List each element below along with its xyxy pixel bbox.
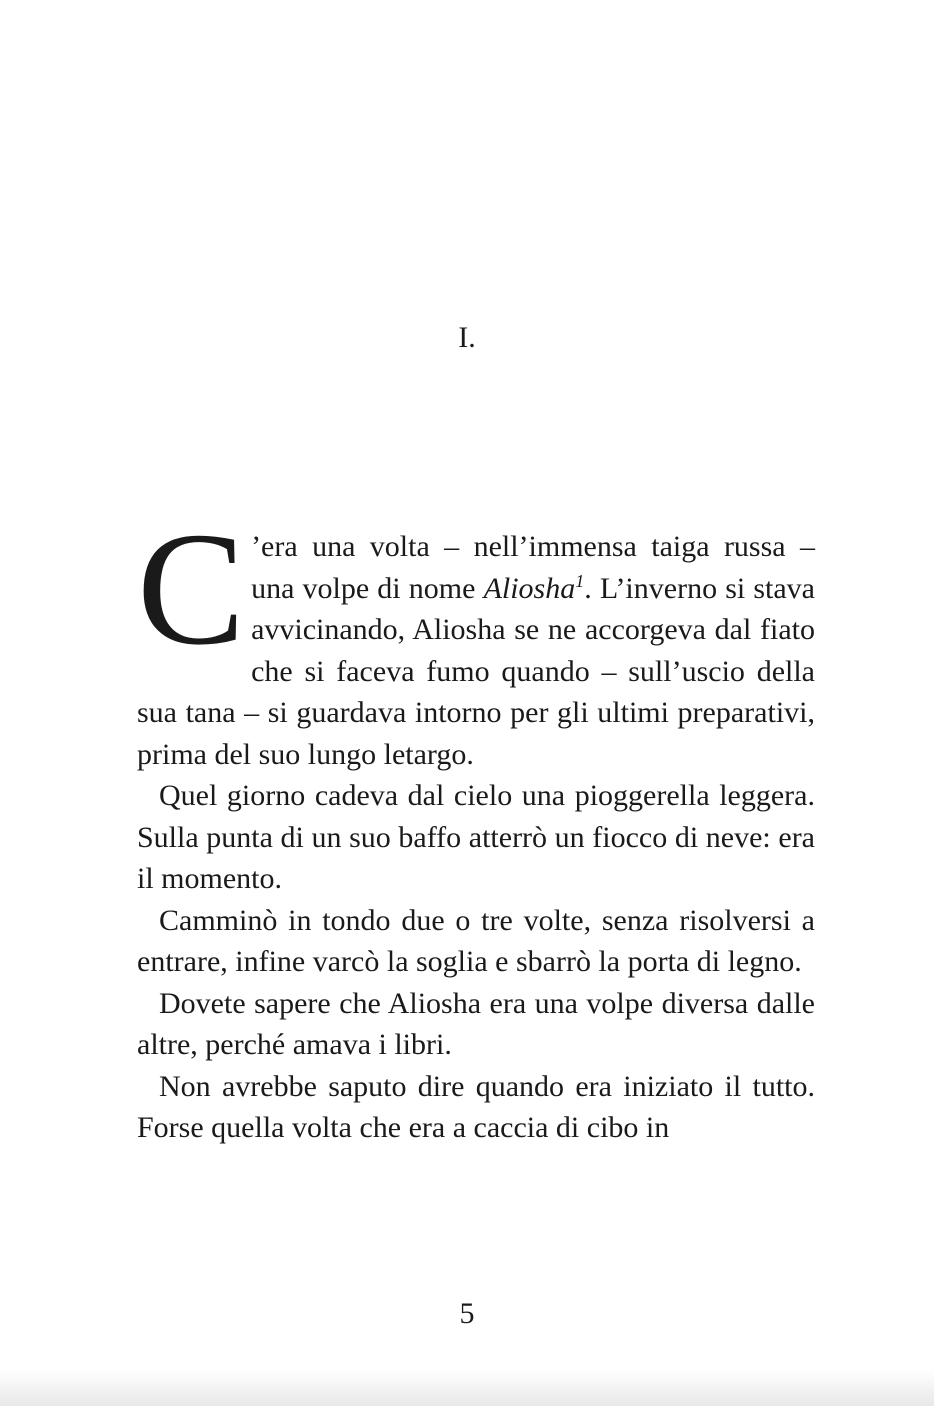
footnote-reference[interactable]: 1 (575, 570, 585, 591)
paragraph-1-text-a: ’era una volta – nell’immensa taiga russa – una volpe di nome (251, 530, 815, 605)
fox-name: Aliosha (483, 571, 576, 605)
drop-cap: C (137, 500, 246, 679)
paragraph-5: Non avrebbe saputo dire quando era iniziato il tutto. Forse quella volta che era a caccia di cibo in (137, 1069, 815, 1144)
paragraph-1 (137, 500, 815, 775)
paragraph-2: Quel giorno cadeva dal cielo una pioggerella leggera. Sulla punta di un suo baffo atterrò un fiocco di neve: era il momento. (137, 779, 815, 895)
chapter-text (137, 500, 815, 1149)
paragraph-1-text-b: . L’inverno si stava avvicinando, Aliosha se ne accorgeva dal fiato che si faceva fumo quando – sull’uscio della sua tana – si guardava intorno per gli ultimi preparativi, prima del suo lungo letargo. (137, 571, 815, 771)
paragraph-4: Dovete sapere che Aliosha era una volpe diversa dalle altre, perché amava i libri. (137, 986, 815, 1061)
page-bottom-edge (0, 1370, 934, 1406)
chapter-title: I. (458, 321, 476, 354)
page-number: 5 (459, 1297, 475, 1330)
paragraph-3: Camminò in tondo due o tre volte, senza risolversi a entrare, infine varcò la soglia e sbarrò la porta di legno. (137, 903, 815, 978)
